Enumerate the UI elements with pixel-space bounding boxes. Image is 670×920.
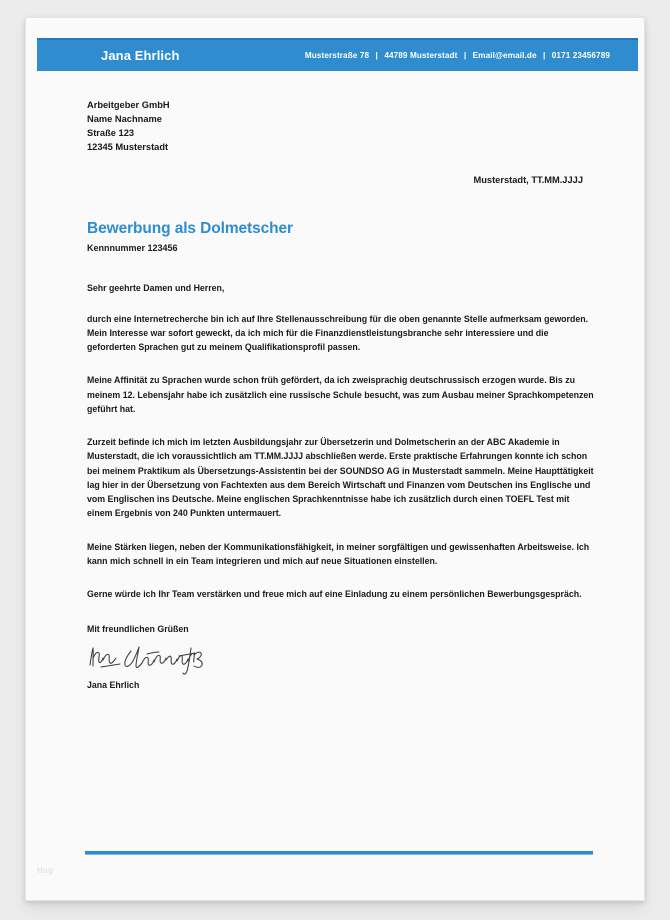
- body-paragraph: Meine Stärken liegen, neben der Kommunikationsfähigkeit, in meiner sorgfältigen und gewissenhaften Arbeitsweise. Ich kann mich schnell in ein Team integrieren und mich auf neue Situationen einstellen.: [87, 541, 590, 566]
- letterhead-bar: [37, 38, 638, 71]
- contact-separator: |: [375, 51, 378, 60]
- letter-content: [87, 98, 597, 690]
- body-paragraph: Zurzeit befinde ich mich im letzten Ausbildungsjahr zur Übersetzerin und Dolmetscherin an der ABC Akademie in Musterstadt, die ich voraussichtlich am TT.MM.JJJJ abschließen werde. Erste praktische Erfahrungen konnte ich schon bei meinem Praktikum als Übersetzungs-Assistentin bei der SOUNDSO AG in Musterstadt sammeln. Meine Haupttätigkeit lag hier in der Übersetzung von Fachtexten aus dem Bereich Wirtschaft und Finanzen vom Deutschen ins Englische und vom Englischen ins Deutsche. Meine englischen Sprachkenntnisse habe ich zusätzlich durch einen TOEFL Test mit einem Ergebnis von 240 Punkten untermauert.: [87, 437, 594, 519]
- footer-note: Hog: [37, 866, 54, 875]
- place-and-date: Musterstadt, TT.MM.JJJJ: [473, 174, 583, 185]
- signature-area: [87, 642, 597, 690]
- recipient-company: Arbeitgeber GmbH: [87, 100, 170, 110]
- letter-body: [87, 312, 597, 602]
- subject-title: Bewerbung als Dolmetscher: [87, 219, 293, 237]
- sender-email: Email@email.de: [472, 51, 537, 60]
- subject-block: [87, 220, 597, 253]
- sender-street: Musterstraße 78: [304, 51, 370, 60]
- salutation: Sehr geehrte Damen und Herren,: [87, 282, 225, 293]
- recipient-contact-person: Name Nachname: [87, 114, 162, 125]
- body-paragraph: Gerne würde ich Ihr Team verstärken und freue mich auf eine Einladung zu einem persönlichen Bewerbungsgespräch.: [87, 589, 582, 599]
- letter-page: [25, 17, 645, 901]
- footer-rule: [85, 851, 593, 855]
- closing-phrase: Mit freundlichen Grüßen: [87, 624, 189, 635]
- body-paragraph: durch eine Internetrecherche bin ich auf Ihre Stellenausschreibung für die oben genannte Stelle aufmerksam geworden. Mein Interesse war sofort geweckt, da ich mich für die Finanzdienstleistungsbranche sehr interessiere und die geforderten Sprachen gut zu meinem Qualifikationsprofil passen.: [87, 313, 589, 352]
- sender-contact-line: [305, 51, 610, 60]
- handwritten-signature-icon: [87, 642, 217, 676]
- sender-phone: 0171 23456789: [551, 51, 610, 60]
- recipient-city: 12345 Musterstadt: [87, 142, 169, 153]
- contact-separator: |: [463, 51, 467, 60]
- recipient-street: Straße 123: [87, 128, 135, 139]
- recipient-address-block: [87, 98, 597, 155]
- signature-printed-name: Jana Ehrlich: [87, 680, 140, 691]
- subject-reference-number: Kennnummer 123456: [87, 242, 178, 253]
- body-paragraph: Meine Affinität zu Sprachen wurde schon früh gefördert, da ich zweisprachig deutschrussisch erzogen wurde. Bis zu meinem 12. Lebensjahr habe ich zusätzlich eine russische Schule besucht, was zum Ausbau meiner Sprachkompetenzen geführt hat.: [87, 375, 594, 414]
- sender-city: 44789 Musterstadt: [384, 51, 458, 60]
- contact-separator: |: [543, 51, 546, 60]
- sender-name: Jana Ehrlich: [101, 48, 180, 63]
